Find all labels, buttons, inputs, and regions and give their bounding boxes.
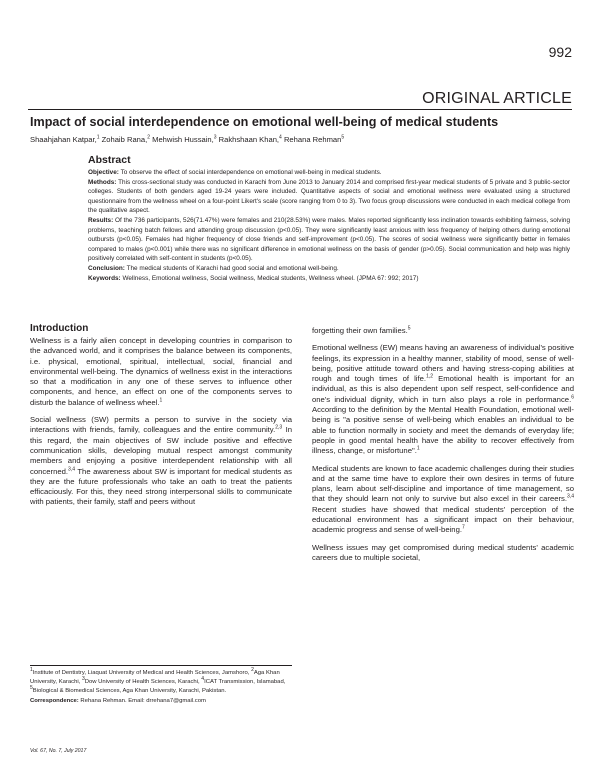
- introduction-heading: Introduction: [30, 323, 89, 334]
- article-title: Impact of social interdependence on emotional well-being of medical students: [30, 115, 499, 129]
- abstract-objective: Objective: To observe the effect of social interdependence on emotional well-being in medical students.: [88, 169, 382, 176]
- abstract-conclusion: Conclusion: The medical students of Karachi had good social and emotional well-being.: [88, 264, 339, 272]
- body-paragraph: forgetting their own families.$^5$: [312, 325, 411, 335]
- author: Zohaib Rana,$^2$: [101, 134, 150, 144]
- body-paragraph: Emotional wellness (EW) means having an awareness of individual's positive feelings, its expression in a healthy manner, stability of mood, sense of well-being, positive attitude toward others and having stress-coping abilities at rough and tough times of life.$^{1,2}$ Emotional health is important for an individual, as this is also dependent upon self respect, self-confidence and one's individual dignity, which in turn also plays a role in performance.$^6$ According to the definition by the Mental Health Foundation, emotional well-being is "a positive sense of well-being which enables an individual to be able to function normally in society and meet the demands of everyday life; people in good mental health have the ability to recover effectively from illness, change, or misfortune".$^1$: [312, 343, 574, 456]
- article-type: ORIGINAL ARTICLE: [422, 90, 572, 107]
- left-column: [30, 323, 292, 515]
- author: Mehwish Hussain,$^3$: [152, 134, 217, 144]
- right-column: [312, 326, 574, 570]
- journal-info: Vol. 67, No. 7, July 2017: [30, 748, 87, 754]
- abstract-results: Results: Of the 736 participants, 526(71.47%) were females and 210(28.53%) were males. Males reported significantly less inclination towards exhibiting fairness, solving problems, teaching batch fellows and attending group discussion (p<0.05). They were significantly least anxious with less frequency of helping others during emotional outbursts (p<0.05). Females had higher frequency of close friends and self-improvement (p<0.05). The scores of social wellness were significantly better in females compared to males (p<0.001) while there was no significant difference in emotional wellness on the basis of gender (p>0.05). Social communication and help was highly positively correlated with self-content in students (p<0.05).: [88, 216, 570, 263]
- abstract-keywords: Keywords: Wellness, Emotional wellness, Social wellness, Medical students, Wellness wheel. (JPMA 67: 992; 2017): [88, 274, 419, 282]
- body-paragraph: Social wellness (SW) permits a person to survive in the society via interactions with friends, family, colleagues and the entire community.$^{2,3}$ In this regard, the main objectives of SW include positive and effective communication skills, developing mutual respect amongst community members and enjoying a positive interdependent relationship with all concerned.$^{3,4}$ The awareness about SW is important for medical students as they are the future professionals who take an oath to treat the patients efficaciously. For this, they need strong interpersonal skills to communicate with patients, their family, staff and peers without: [30, 415, 292, 507]
- body-paragraph: Wellness is a fairly alien concept in developing countries in comparison to the advanced world, and it comprises the balance between its components, i.e. physical, emotional, spiritual, intellectual, social, financial and environmental well-being. The dynamics of wellness exist in the interactions so that a modification in any one of these serves to influence other components, and hence, an effect on one of the components serves to disturb the balance of wellness wheel.$^1$: [30, 336, 292, 407]
- author-list: [30, 135, 575, 144]
- body-paragraph: Medical students are known to face academic challenges during their studies and at the same time have to explore their own desires in terms of future plans, learn about self-discipline and importance of time management, so that they should learn not only to survive but also excel in their careers.$^{3,4}$ Recent studies have showed that medical students' perception of the educational environment has a significant impact on their behaviour, academic progress and sense of well-being.$^7$: [312, 463, 574, 535]
- body-paragraph: Wellness issues may get compromised during medical students' academic careers due to multiple societal,: [312, 542, 574, 562]
- author: Shaahjahan Katpar,$^1$: [30, 134, 100, 144]
- correspondence: Correspondence: Rehana Rehman. Email: drrehana7@gmail.com: [30, 697, 206, 704]
- abstract-methods: Methods: This cross-sectional study was conducted in Karachi from June 2013 to January 2014 and comprised first-year medical students of 5 private and 3 public-sector colleges. Students of both genders aged 19-24 years were included. Quantitative aspects of social and emotional wellness were evaluated using a structured questionnaire from the wellness wheel on a four-point Likert's scale (score ranging from 0 to 3). Two focus group discussions were conducted in each medical college from the qualitative aspect.: [88, 178, 570, 215]
- abstract-heading: Abstract: [88, 154, 131, 166]
- abstract: [88, 154, 570, 283]
- header-rule: [28, 109, 572, 110]
- affiliations-footnote: [30, 665, 292, 706]
- author: Rehana Rehman$^5$: [283, 134, 345, 144]
- author: Rakhshaan Khan,$^4$: [218, 134, 282, 144]
- affiliation-list: $^1$Institute of Dentistry, Liaquat University of Medical and Health Sciences, Jamshoro, $^2$Aga Khan University, Karachi, $^3$Dow University of Health Sciences, Karachi, $^4$ICAT Transmission, Islamabad, $^5$Biological & Biomedical Sciences, Aga Khan University, Karachi, Pakistan.: [30, 667, 286, 695]
- page-number: 992: [548, 44, 572, 60]
